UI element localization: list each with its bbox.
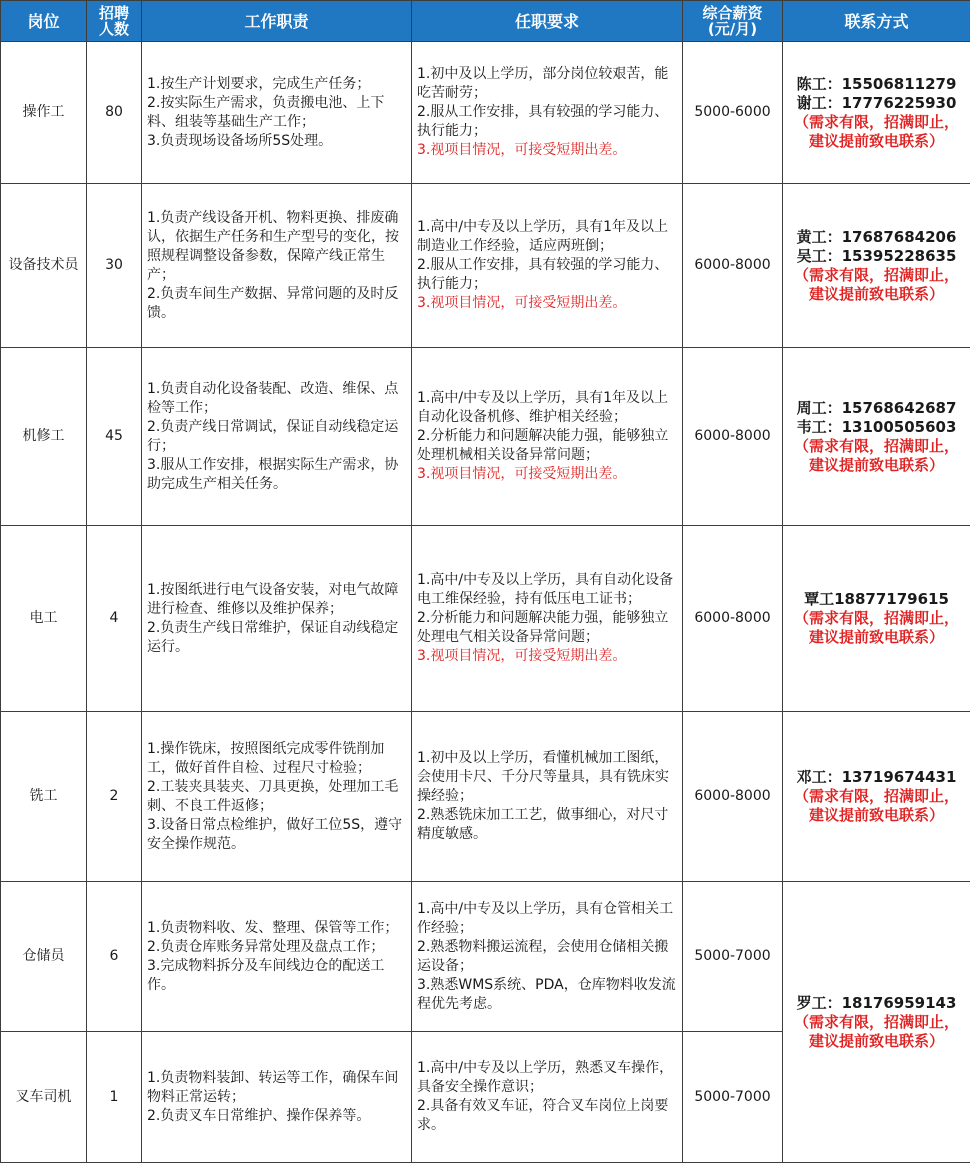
header-salary-line2: (元/月) [708, 20, 757, 38]
requirement-item: 1.初中及以上学历，部分岗位较艰苦，能吃苦耐劳； [417, 65, 678, 103]
requirements-cell [412, 526, 683, 712]
requirements-cell [412, 1032, 683, 1163]
position-cell: 仓储员 [1, 882, 87, 1032]
duties-cell [142, 526, 412, 712]
position-cell: 电工 [1, 526, 87, 712]
position-cell: 叉车司机 [1, 1032, 87, 1163]
requirement-note: 3.视项目情况，可接受短期出差。 [417, 141, 678, 160]
contact-cell [783, 42, 970, 184]
header-row [1, 1, 970, 42]
salary-cell: 6000-8000 [683, 184, 783, 348]
duty-item: 3.完成物料拆分及车间线边仓的配送工作。 [147, 957, 407, 995]
position-cell: 机修工 [1, 348, 87, 526]
table-row [1, 184, 970, 348]
contact-line: 谢工：17776225930 [787, 94, 966, 113]
header-duties: 工作职责 [142, 1, 412, 42]
contact-note: （需求有限，招满即止，建议提前致电联系） [787, 787, 966, 825]
duty-item: 1.操作铣床，按照图纸完成零件铣削加工，做好首件自检、过程尺寸检验； [147, 740, 407, 778]
table-row [1, 712, 970, 882]
requirement-item: 2.服从工作安排，具有较强的学习能力、执行能力； [417, 103, 678, 141]
contact-line: 黄工：17687684206 [787, 228, 966, 247]
duty-item: 3.设备日常点检维护，做好工位5S，遵守安全操作规范。 [147, 816, 407, 854]
requirement-note: 3.视项目情况，可接受短期出差。 [417, 647, 678, 666]
requirement-item: 2.熟悉铣床加工工艺，做事细心，对尺寸精度敏感。 [417, 806, 678, 844]
contact-note: （需求有限，招满即止，建议提前致电联系） [787, 113, 966, 151]
duty-item: 2.负责叉车日常维护、操作保养等。 [147, 1107, 407, 1126]
salary-cell: 6000-8000 [683, 348, 783, 526]
contact-cell [783, 184, 970, 348]
contact-cell [783, 882, 970, 1163]
contact-line: 邓工：13719674431 [787, 768, 966, 787]
headcount-cell: 80 [87, 42, 142, 184]
contact-cell [783, 348, 970, 526]
duty-item: 1.按图纸进行电气设备安装，对电气故障进行检查、维修以及维护保养； [147, 581, 407, 619]
duty-item: 1.负责产线设备开机、物料更换、排废确认，依据生产任务和生产型号的变化，按照规程调整设备参数，保障产线正常生产； [147, 209, 407, 285]
header-salary [683, 1, 783, 42]
duty-item: 1.负责物料收、发、整理、保管等工作； [147, 919, 407, 938]
header-salary-line1: 综合薪资 [702, 4, 762, 22]
contact-note: （需求有限，招满即止，建议提前致电联系） [787, 609, 966, 647]
requirement-item: 2.熟悉物料搬运流程，会使用仓储相关搬运设备； [417, 938, 678, 976]
position-cell: 设备技术员 [1, 184, 87, 348]
requirement-item: 1.高中/中专及以上学历，具有1年及以上制造业工作经验，适应两班倒； [417, 218, 678, 256]
requirement-item: 1.高中/中专及以上学历，具有自动化设备电工维保经验，持有低压电工证书； [417, 571, 678, 609]
salary-cell: 6000-8000 [683, 526, 783, 712]
duty-item: 1.负责自动化设备装配、改造、维保、点检等工作； [147, 380, 407, 418]
table-row [1, 348, 970, 526]
requirement-item: 3.熟悉WMS系统、PDA，仓库物料收发流程优先考虑。 [417, 976, 678, 1014]
duty-item: 3.负责现场设备场所5S处理。 [147, 132, 407, 151]
header-headcount [87, 1, 142, 42]
duties-cell [142, 184, 412, 348]
requirement-note: 3.视项目情况，可接受短期出差。 [417, 465, 678, 484]
contact-line: 陈工：15506811279 [787, 75, 966, 94]
requirement-item: 2.服从工作安排，具有较强的学习能力、执行能力； [417, 256, 678, 294]
requirements-cell [412, 712, 683, 882]
headcount-cell: 2 [87, 712, 142, 882]
headcount-cell: 30 [87, 184, 142, 348]
requirement-item: 2.具备有效叉车证，符合叉车岗位上岗要求。 [417, 1097, 678, 1135]
table-row [1, 526, 970, 712]
contact-cell [783, 712, 970, 882]
duties-cell [142, 348, 412, 526]
duties-cell [142, 1032, 412, 1163]
contact-note: （需求有限，招满即止，建议提前致电联系） [787, 266, 966, 304]
table-row [1, 42, 970, 184]
contact-line: 周工：15768642687 [787, 399, 966, 418]
header-contact: 联系方式 [783, 1, 970, 42]
requirements-cell [412, 882, 683, 1032]
contact-line: 覃工18877179615 [787, 590, 966, 609]
duty-item: 1.按生产计划要求，完成生产任务； [147, 75, 407, 94]
header-requirements: 任职要求 [412, 1, 683, 42]
table-row [1, 882, 970, 1032]
requirement-note: 3.视项目情况，可接受短期出差。 [417, 294, 678, 313]
salary-cell: 5000-7000 [683, 1032, 783, 1163]
duty-item: 2.工装夹具装夹、刀具更换，处理加工毛刺、不良工件返修； [147, 778, 407, 816]
requirements-cell [412, 348, 683, 526]
contact-note: （需求有限，招满即止，建议提前致电联系） [787, 1013, 966, 1051]
contact-line: 韦工：13100505603 [787, 418, 966, 437]
contact-line: 罗工：18176959143 [787, 994, 966, 1013]
contact-line: 吴工：15395228635 [787, 247, 966, 266]
duty-item: 2.负责生产线日常维护，保证自动线稳定运行。 [147, 619, 407, 657]
requirement-item: 2.分析能力和问题解决能力强，能够独立处理电气相关设备异常问题； [417, 609, 678, 647]
contact-cell [783, 526, 970, 712]
duties-cell [142, 42, 412, 184]
header-headcount-line2: 人数 [99, 20, 129, 38]
requirement-item: 1.初中及以上学历，看懂机械加工图纸，会使用卡尺、千分尺等量具，具有铣床实操经验； [417, 749, 678, 806]
duty-item: 2.负责车间生产数据、异常问题的及时反馈。 [147, 285, 407, 323]
contact-note: （需求有限，招满即止，建议提前致电联系） [787, 437, 966, 475]
requirements-cell [412, 42, 683, 184]
requirement-item: 2.分析能力和问题解决能力强，能够独立处理机械相关设备异常问题； [417, 427, 678, 465]
duties-cell [142, 712, 412, 882]
duty-item: 2.负责产线日常调试，保证自动线稳定运行； [147, 418, 407, 456]
header-headcount-line1: 招聘 [99, 4, 129, 22]
headcount-cell: 4 [87, 526, 142, 712]
requirement-item: 1.高中/中专及以上学历，具有1年及以上自动化设备机修、维护相关经验； [417, 389, 678, 427]
headcount-cell: 1 [87, 1032, 142, 1163]
header-position: 岗位 [1, 1, 87, 42]
duties-cell [142, 882, 412, 1032]
position-cell: 操作工 [1, 42, 87, 184]
duty-item: 2.负责仓库账务异常处理及盘点工作； [147, 938, 407, 957]
duty-item: 1.负责物料装卸、转运等工作，确保车间物料正常运转； [147, 1069, 407, 1107]
requirements-cell [412, 184, 683, 348]
headcount-cell: 6 [87, 882, 142, 1032]
salary-cell: 5000-6000 [683, 42, 783, 184]
requirement-item: 1.高中/中专及以上学历，熟悉叉车操作，具备安全操作意识； [417, 1059, 678, 1097]
duty-item: 3.服从工作安排，根据实际生产需求，协助完成生产相关任务。 [147, 456, 407, 494]
salary-cell: 5000-7000 [683, 882, 783, 1032]
salary-cell: 6000-8000 [683, 712, 783, 882]
duty-item: 2.按实际生产需求，负责搬电池、上下料、组装等基础生产工作； [147, 94, 407, 132]
headcount-cell: 45 [87, 348, 142, 526]
position-cell: 铣工 [1, 712, 87, 882]
requirement-item: 1.高中/中专及以上学历，具有仓管相关工作经验； [417, 900, 678, 938]
